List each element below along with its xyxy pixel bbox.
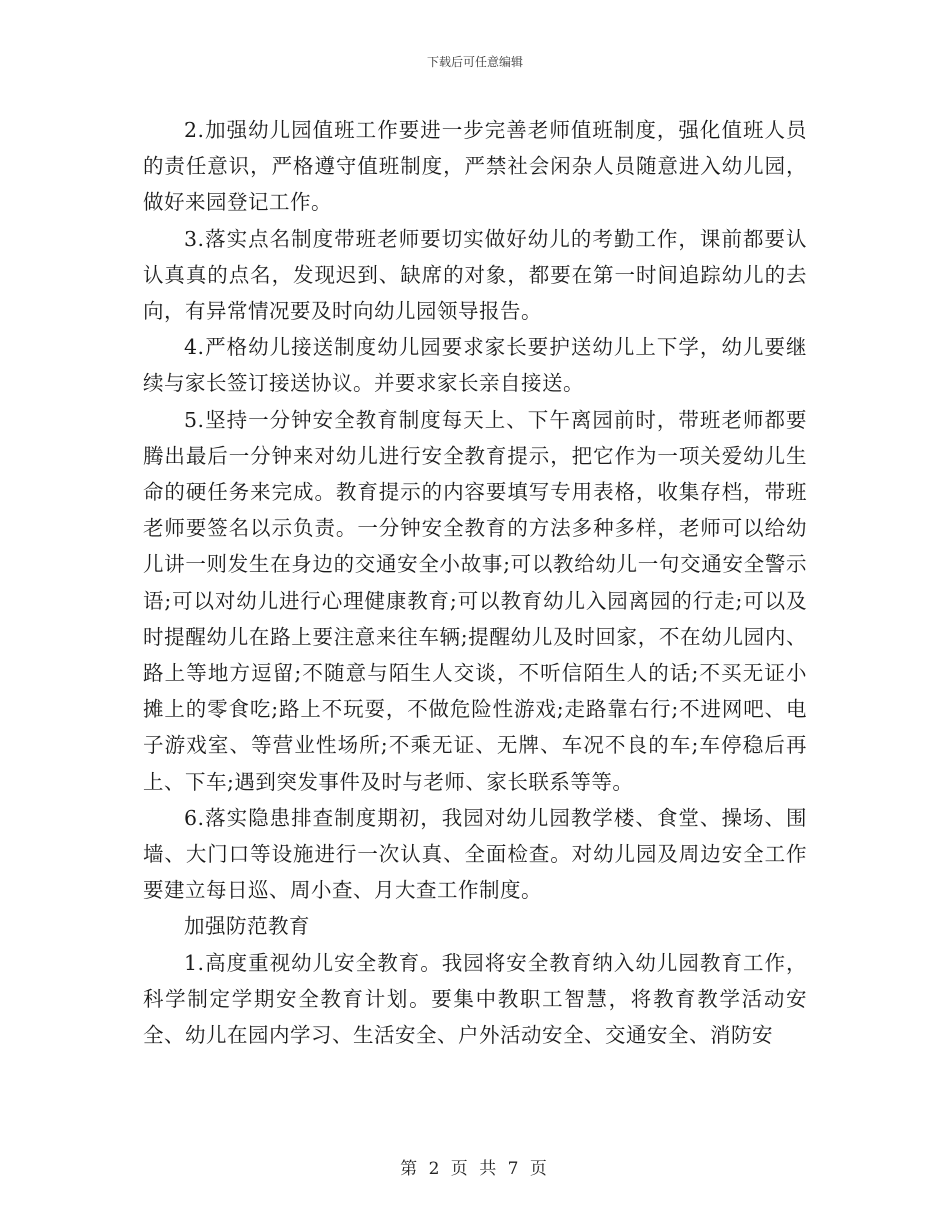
- paragraph-item-6: 6.落实隐患排查制度期初，我园对幼儿园教学楼、食堂、操场、围墙、大门口等设施进行一次认真、全面检查。对幼儿园及周边安全工作要建立每日巡、周小查、月大查工作制度。: [143, 805, 807, 903]
- paragraph-item-3: 3.落实点名制度带班老师要切实做好幼儿的考勤工作，课前都要认认真真的点名，发现迟到、缺席的对象，都要在第一时间追踪幼儿的去向，有异常情况要及时向幼儿园领导报告。: [143, 226, 807, 324]
- document-body: [143, 112, 807, 1053]
- paragraph-item-1: 1.高度重视幼儿安全教育。我园将安全教育纳入幼儿园教育工作，科学制定学期安全教育计划。要集中教职工智慧，将教育教学活动安全、幼儿在园内学习、生活安全、户外活动安全、交通安全、消防安: [143, 950, 807, 1048]
- section-heading: 加强防范教育: [184, 914, 310, 939]
- page-footer: 第 2 页 共 7 页: [400, 1159, 550, 1179]
- page-header: 下载后可任意编辑: [426, 55, 523, 69]
- paragraph-item-5: 5.坚持一分钟安全教育制度每天上、下午离园前时，带班老师都要腾出最后一分钟来对幼儿进行安全教育提示，把它作为一项关爱幼儿生命的硬任务来完成。教育提示的内容要填写专用表格，收集存档，带班老师要签名以示负责。一分钟安全教育的方法多种多样，老师可以给幼儿讲一则发生在身边的交通安全小故事;可以教给幼儿一句交通安全警示语;可以对幼儿进行心理健康教育;可以教育幼儿入园离园的行走;可以及时提醒幼儿在路上要注意来往车辆;提醒幼儿及时回家，不在幼儿园内、路上等地方逗留;不随意与陌生人交谈，不听信陌生人的话;不买无证小摊上的零食吃;路上不玩耍，不做危险性游戏;走路靠右行;不进网吧、电子游戏室、等营业性场所;不乘无证、无牌、车况不良的车;车停稳后再上、下车;遇到突发事件及时与老师、家长联系等等。: [143, 407, 807, 794]
- paragraph-item-2: 2.加强幼儿园值班工作要进一步完善老师值班制度，强化值班人员的责任意识，严格遵守值班制度，严禁社会闲杂人员随意进入幼儿园，做好来园登记工作。: [143, 118, 807, 215]
- paragraph-item-4: 4.严格幼儿接送制度幼儿园要求家长要护送幼儿上下学，幼儿要继续与家长签订接送协议。并要求家长亲自接送。: [143, 335, 807, 396]
